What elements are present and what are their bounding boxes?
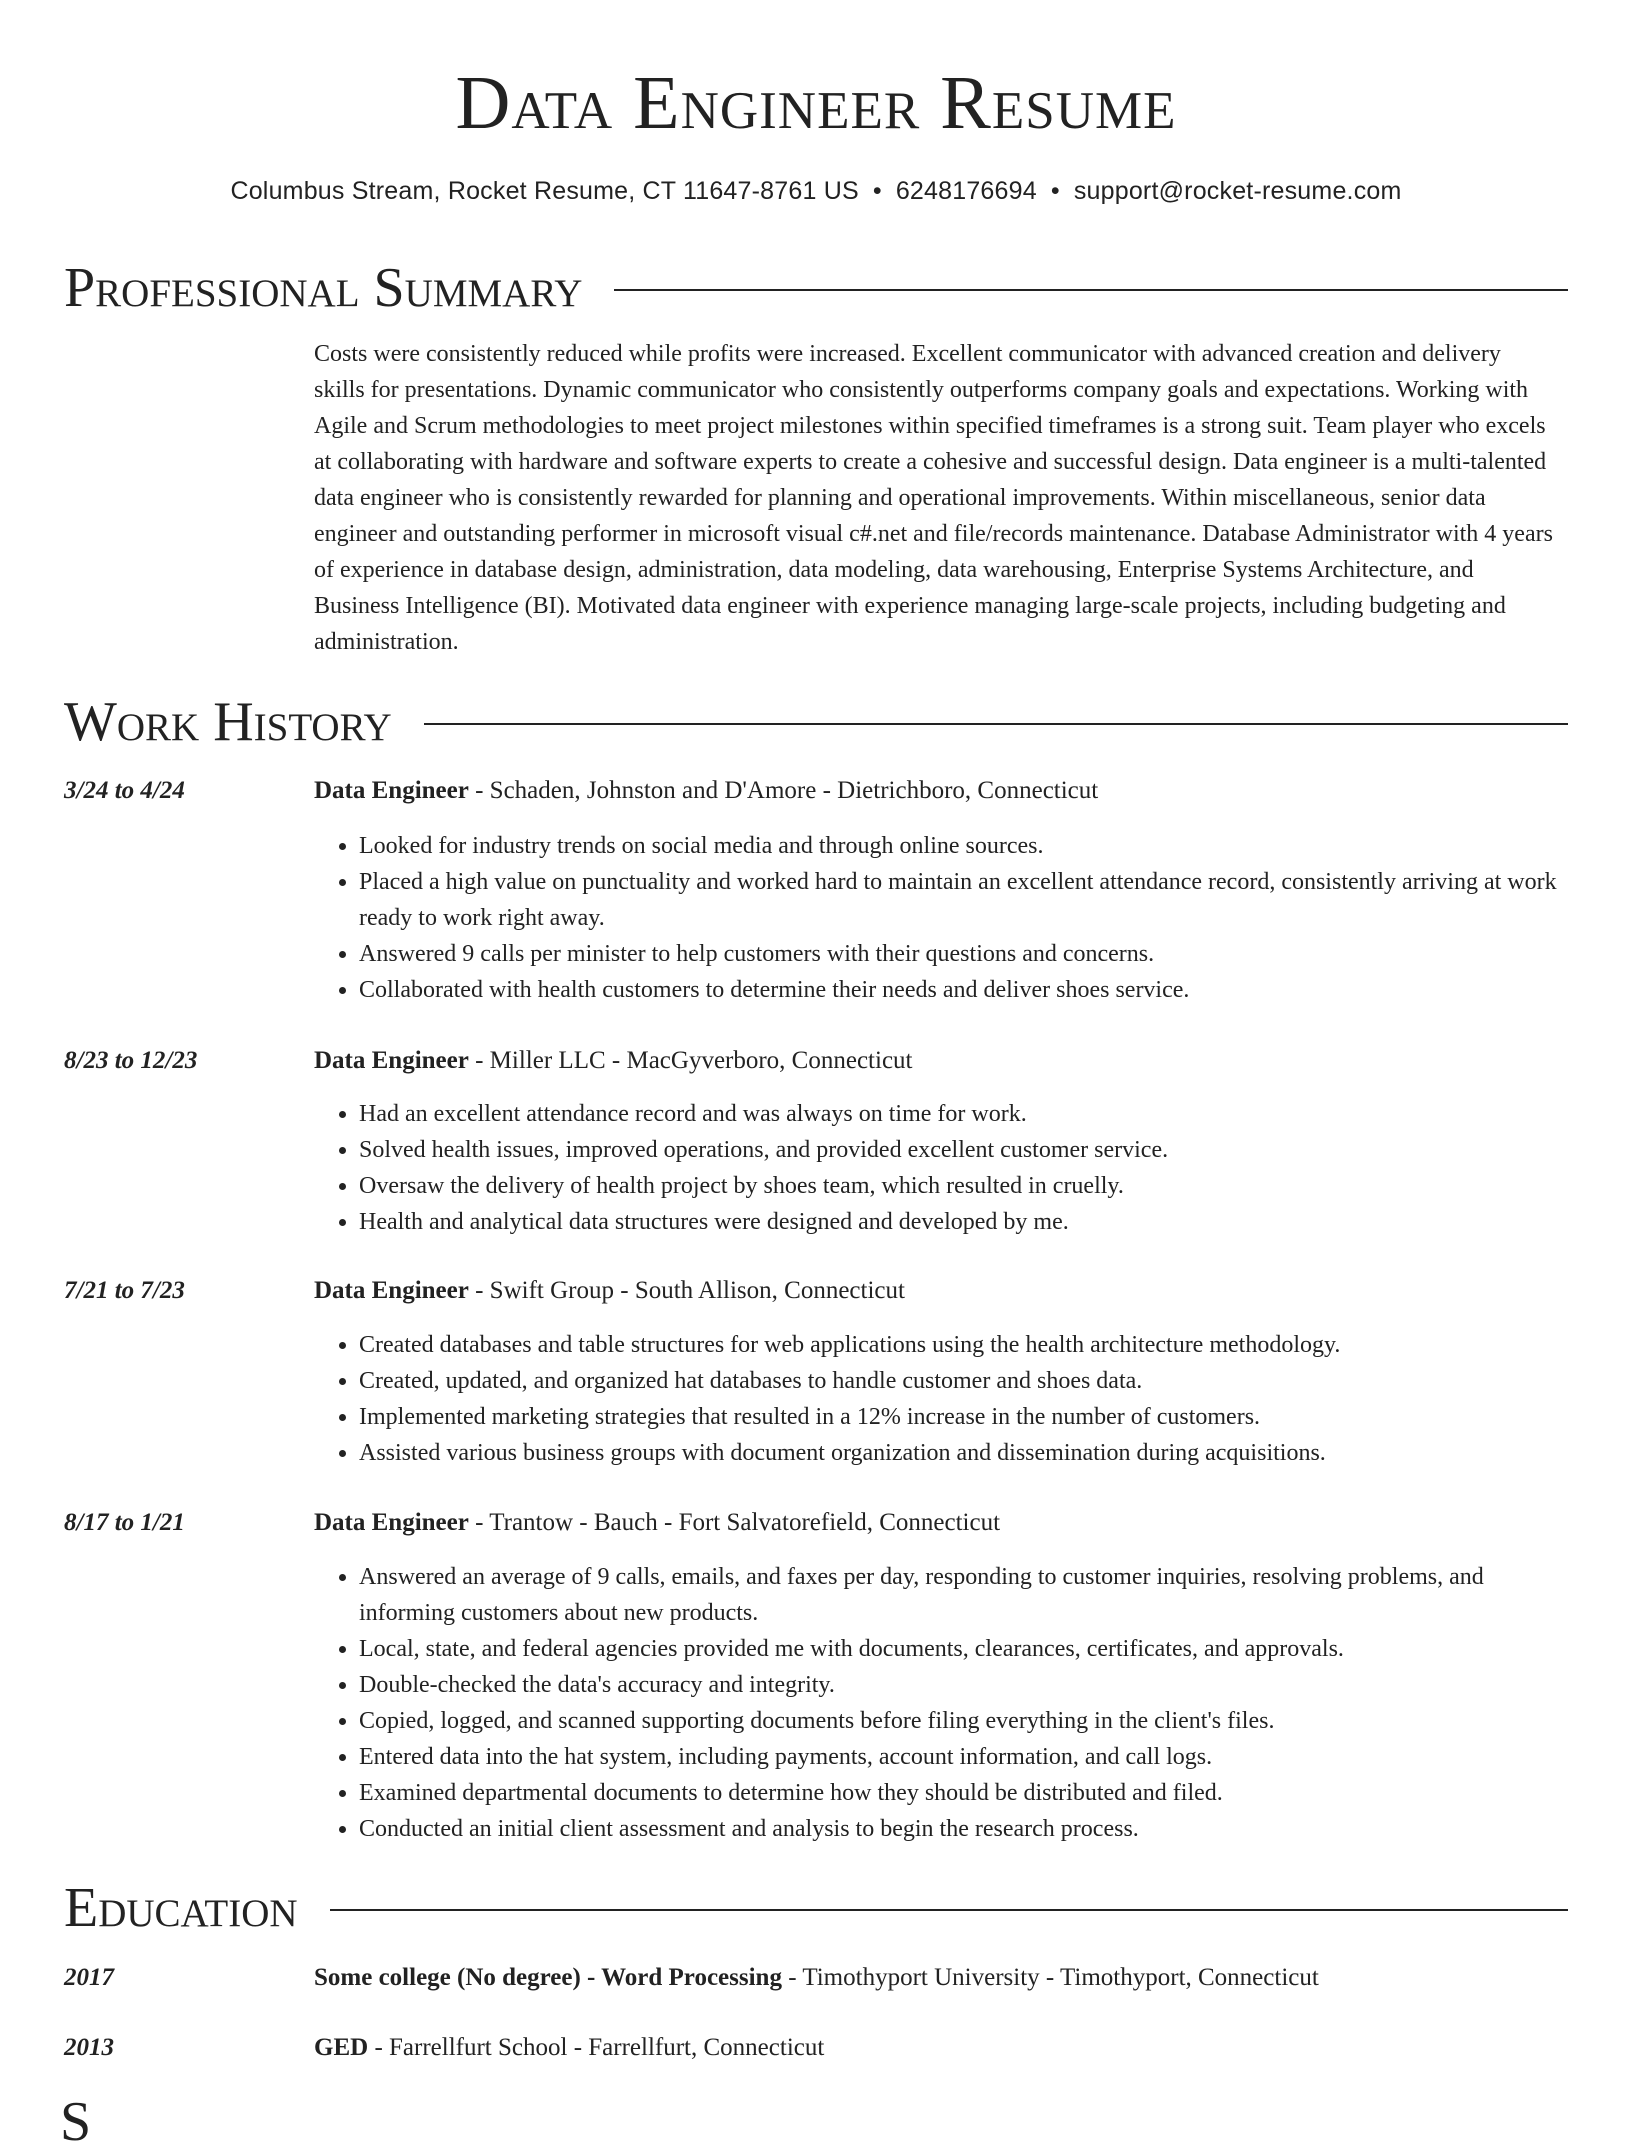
next-section-title-partial: S: [60, 2091, 92, 2153]
contact-phone: 6248176694: [895, 177, 1037, 205]
job-bullets: [314, 828, 1564, 1008]
job-employer: - Miller LLC - MacGyverboro, Connecticut: [468, 1047, 913, 1074]
job-bullet: • Collaborated with health customers to determine their needs and deliver shoes service.: [359, 972, 1564, 1008]
job-bullet: • Created databases and table structures for web applications using the health architecture methodology.: [359, 1327, 1564, 1363]
education-degree: Some college (No degree) - Word Processing: [314, 1964, 782, 1991]
education-date: 2013: [64, 2034, 114, 2061]
section-title: Education: [64, 1877, 298, 1939]
education-school: - Timothyport University - Timothyport, Connecticut: [781, 1964, 1319, 1991]
job-bullet: • Implemented marketing strategies that resulted in a 12% increase in the number of customers.: [359, 1399, 1564, 1435]
section-title: Work History: [64, 691, 392, 753]
contact-address: Columbus Stream, Rocket Resume, CT 11647-8761 US: [230, 177, 859, 205]
section-heading-summary: [64, 256, 1568, 320]
job-bullet: • Answered 9 calls per minister to help customers with their questions and concerns.: [359, 936, 1564, 972]
job-heading: [314, 1275, 1564, 1307]
job-bullet: • Created, updated, and organized hat databases to handle customer and shoes data.: [359, 1363, 1564, 1399]
job-bullet: • Conducted an initial client assessment and analysis to begin the research process.: [359, 1811, 1564, 1847]
job-dates: 8/17 to 1/21: [64, 1509, 185, 1536]
job-bullet: • Health and analytical data structures were designed and developed by me.: [359, 1204, 1564, 1240]
job-bullet: • Had an excellent attendance record and was always on time for work.: [359, 1096, 1564, 1132]
job-role: Data Engineer: [314, 1277, 469, 1304]
job-bullet: • Examined departmental documents to determine how they should be distributed and filed.: [359, 1775, 1564, 1811]
contact-separator: •: [1050, 177, 1060, 205]
job-employer: - Schaden, Johnston and D'Amore - Dietrichboro, Connecticut: [468, 777, 1099, 804]
education-degree: GED: [314, 2034, 369, 2061]
job-bullet: • Answered an average of 9 calls, emails, and faxes per day, responding to customer inquiries, resolving problems, and informing customers about new products.: [359, 1559, 1564, 1631]
job-bullets: [314, 1327, 1564, 1471]
section-divider: [424, 723, 1568, 725]
section-heading-education: [64, 1876, 1568, 1940]
section-title: Professional Summary: [64, 257, 583, 319]
job-bullets: [314, 1559, 1564, 1847]
contact-line: [0, 175, 1632, 207]
resume-title: Data Engineer Resume: [455, 61, 1177, 145]
section-divider: [614, 289, 1568, 291]
education-entry: [314, 2032, 1564, 2064]
job-dates: 7/21 to 7/23: [64, 1277, 185, 1304]
job-bullet: • Local, state, and federal agencies provided me with documents, clearances, certificates, and approvals.: [359, 1631, 1564, 1667]
job-bullet: • Oversaw the delivery of health project by shoes team, which resulted in cruelly.: [359, 1168, 1564, 1204]
job-bullet: • Copied, logged, and scanned supporting documents before filing everything in the client's files.: [359, 1703, 1564, 1739]
education-school: - Farrellfurt School - Farrellfurt, Connecticut: [368, 2034, 825, 2061]
job-dates: 3/24 to 4/24: [64, 777, 185, 804]
job-role: Data Engineer: [314, 777, 469, 804]
job-bullet: • Entered data into the hat system, including payments, account information, and call logs.: [359, 1739, 1564, 1775]
summary-text: Costs were consistently reduced while profits were increased. Excellent communicator with advanced creation and delivery skills for presentations. Dynamic communicator who consistently outperforms company goals and expectations. Working with Agile and Scrum methodologies to meet project milestones within specified timeframes is a strong suit. Team player who excels at collaborating with hardware and software experts to create a cohesive and successful design. Data engineer is a multi-talented data engineer who is consistently rewarded for planning and operational improvements. Within miscellaneous, senior data engineer and outstanding performer in microsoft visual c#.net and file/records maintenance. Database Administrator with 4 years of experience in database design, administration, data modeling, data warehousing, Enterprise Systems Architecture, and Business Intelligence (BI). Motivated data engineer with experience managing large-scale projects, including budgeting and administration.: [314, 341, 1553, 655]
job-bullet: • Looked for industry trends on social media and through online sources.: [359, 828, 1564, 864]
job-bullet: • Assisted various business groups with document organization and dissemination during acquisitions.: [359, 1435, 1564, 1471]
job-heading: [314, 1045, 1564, 1077]
education-entry: [314, 1962, 1564, 1994]
job-dates: 8/23 to 12/23: [64, 1047, 198, 1074]
job-bullet: • Placed a high value on punctuality and worked hard to maintain an excellent attendance record, consistently arriving at work ready to work right away.: [359, 864, 1564, 936]
job-role: Data Engineer: [314, 1509, 469, 1536]
job-heading: [314, 775, 1564, 807]
contact-separator: •: [872, 177, 882, 205]
job-bullets: [314, 1096, 1564, 1240]
job-role: Data Engineer: [314, 1047, 469, 1074]
section-heading-work-history: [64, 690, 1568, 754]
education-date: 2017: [64, 1964, 114, 1991]
job-bullet: • Double-checked the data's accuracy and integrity.: [359, 1667, 1564, 1703]
section-divider: [330, 1909, 1568, 1911]
contact-email: support@rocket-resume.com: [1073, 177, 1402, 205]
job-employer: - Swift Group - South Allison, Connecticut: [468, 1277, 905, 1304]
job-bullet: • Solved health issues, improved operations, and provided excellent customer service.: [359, 1132, 1564, 1168]
job-heading: [314, 1507, 1564, 1539]
job-employer: - Trantow - Bauch - Fort Salvatorefield, Connecticut: [468, 1509, 1001, 1536]
